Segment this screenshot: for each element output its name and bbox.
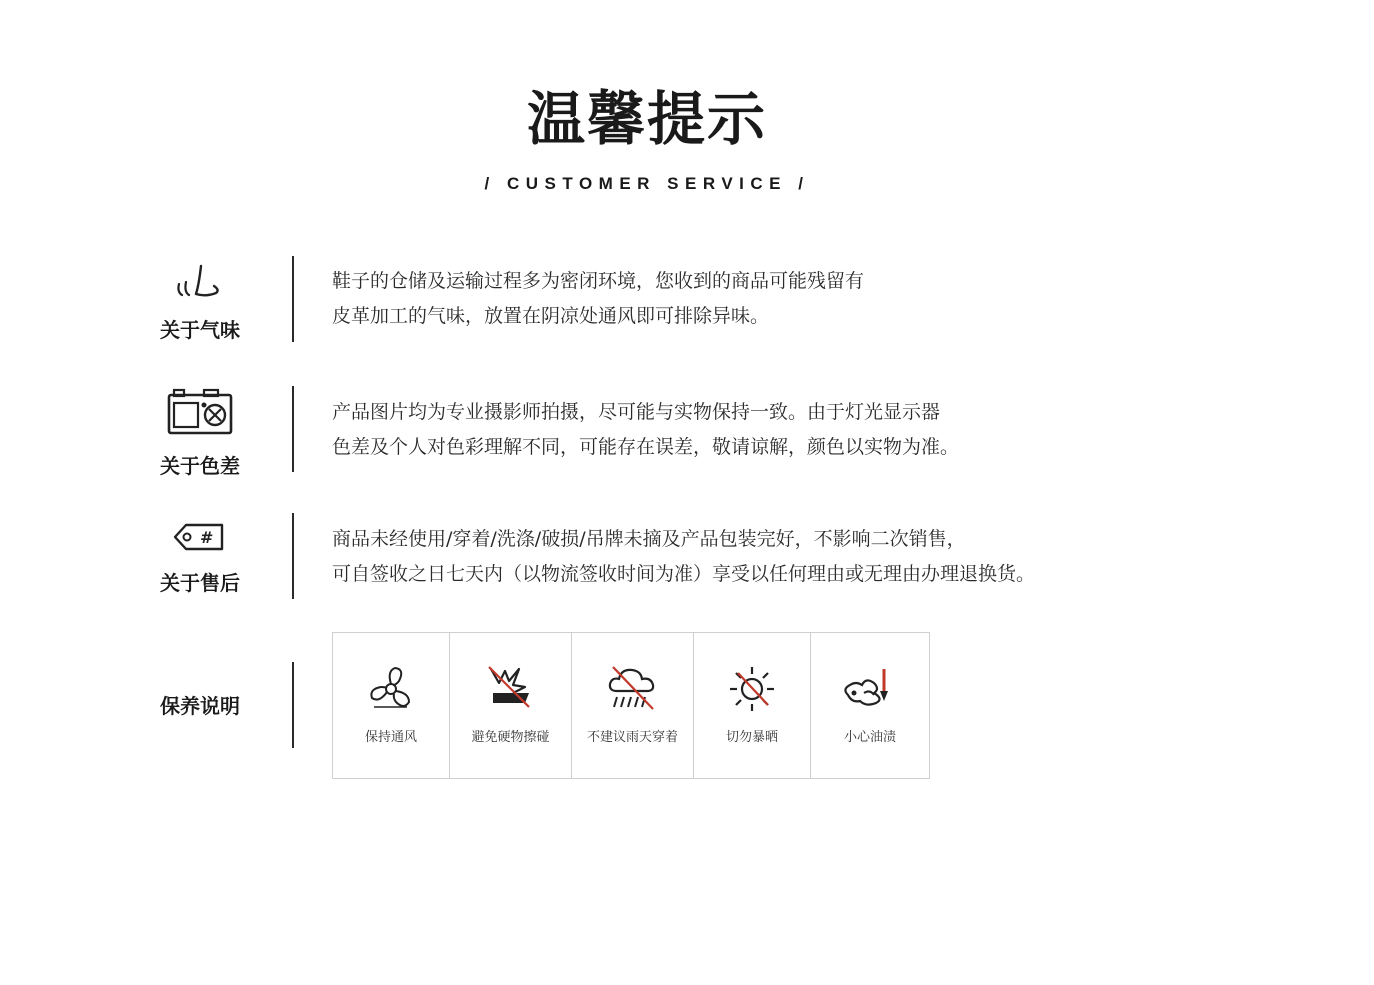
care-item-label: 保持通风 <box>364 730 417 745</box>
section-desc-aftersales <box>332 522 1232 592</box>
desc-line: 商品未经使用/穿着/洗涤/破损/吊牌未摘及产品包装完好，不影响二次销售， <box>332 528 966 550</box>
section-divider <box>292 386 294 472</box>
no-rain-icon <box>605 663 661 715</box>
section-desc-color <box>332 395 1232 465</box>
care-item-oil-stain <box>811 633 929 778</box>
camera-icon <box>166 387 234 437</box>
section-divider <box>292 662 294 748</box>
fan-icon <box>365 663 417 715</box>
tag-icon <box>172 522 226 552</box>
desc-line: 产品图片均为专业摄影师拍摄，尽可能与实物保持一致。由于灯光显示器 <box>332 401 941 423</box>
no-sun-icon <box>726 663 778 715</box>
oil-stain-icon <box>840 663 900 715</box>
desc-line: 皮革加工的气味，放置在阴凉处通风即可排除异味。 <box>332 305 770 327</box>
care-item-ventilate <box>333 633 450 778</box>
care-item-label: 不建议雨天穿着 <box>586 730 678 745</box>
care-item-label: 小心油渍 <box>843 730 896 745</box>
desc-line: 鞋子的仓储及运输过程多为密闭环境，您收到的商品可能残留有 <box>332 270 865 292</box>
section-desc-odor <box>332 264 1232 334</box>
care-item-no-rain <box>572 633 694 778</box>
page-title: 温馨提示 <box>526 85 767 153</box>
no-scratch-icon <box>485 663 537 715</box>
nose-icon <box>174 262 222 302</box>
page-subtitle: / CUSTOMER SERVICE / <box>484 174 810 193</box>
care-item-label: 避免硬物擦碰 <box>471 730 550 745</box>
section-label-care: 保养说明 <box>160 694 240 718</box>
care-item-label: 切勿暴晒 <box>725 730 778 745</box>
section-divider <box>292 513 294 599</box>
section-label-color: 关于色差 <box>160 454 240 478</box>
section-label-odor: 关于气味 <box>160 318 240 342</box>
svg-text:#: # <box>200 528 214 547</box>
desc-line: 色差及个人对色彩理解不同，可能存在误差，敬请谅解，颜色以实物为准。 <box>332 436 960 458</box>
care-icons-panel <box>332 632 930 779</box>
care-item-avoid-scratch <box>450 633 572 778</box>
care-item-no-sun <box>694 633 811 778</box>
desc-line: 可自签收之日七天内（以物流签收时间为准）享受以任何理由或无理由办理退换货。 <box>332 563 1036 585</box>
section-divider <box>292 256 294 342</box>
section-label-aftersales: 关于售后 <box>160 571 240 595</box>
